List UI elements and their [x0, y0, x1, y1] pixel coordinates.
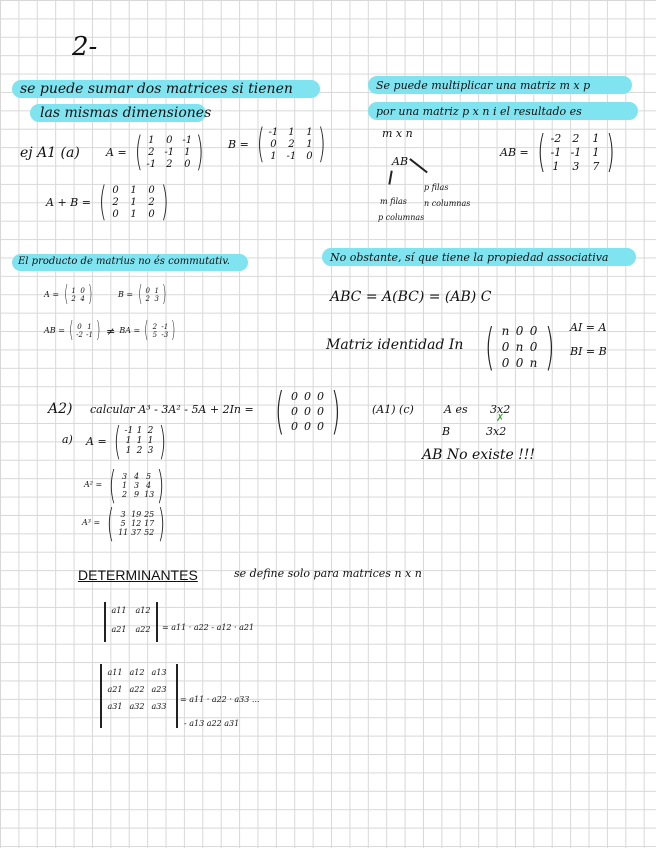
- mult-rule-line1: Se puede multiplicar una matriz m x p: [376, 79, 591, 92]
- det3-cell: a21: [107, 685, 123, 694]
- check-mark-icon: ✗: [496, 413, 505, 424]
- matrix-a3-power-cell: 52: [144, 527, 155, 537]
- matrix-a-cell: -1: [146, 158, 157, 170]
- matrix-sum-cell: 0: [112, 184, 119, 196]
- det3-right-bar: [176, 664, 178, 728]
- matrix-sum: A + B = ( 0 1 0 2 1 2 0 1 0 ): [46, 179, 169, 225]
- ab-diagram: AB: [392, 155, 409, 168]
- matrix-a-cell: 1: [184, 146, 191, 158]
- matrix-b3-cell: 1: [154, 287, 159, 295]
- det3-cell: a11: [107, 668, 123, 677]
- matrix-a3-power-cell: 17: [144, 518, 155, 528]
- matrix-b3-cells: [145, 287, 160, 303]
- det3-cell: a31: [107, 702, 123, 711]
- det2-right-bar: [156, 602, 158, 642]
- a-dimension: 3x2: [490, 403, 511, 416]
- identity-matrix-cell: n: [515, 340, 524, 354]
- matrix-a-cell: 2: [166, 158, 173, 170]
- zero-matrix-cell: 0: [291, 404, 299, 418]
- matrix-ab-cell: 3: [572, 159, 580, 173]
- matrix-a-cell: 2: [148, 146, 155, 158]
- a-es: A es: [444, 403, 468, 416]
- matrix-a2-cell: 4: [134, 471, 140, 481]
- identity-matrix-cell: 0: [529, 324, 538, 338]
- matrix-b3-label: B =: [118, 290, 134, 299]
- matrix-a2-cell: 5: [146, 471, 152, 481]
- ab-no-existe: AB No existe !!!: [422, 447, 536, 463]
- matrix-b-3: B = ( 0 1 2 3 ): [118, 282, 167, 307]
- zero-matrix-cell: 0: [304, 389, 312, 403]
- matrix-a5-cell: 2: [147, 426, 154, 436]
- zero-matrix-cell: 0: [317, 404, 325, 418]
- det3-cell: a13: [151, 668, 167, 677]
- matrix-a3-cell: 4: [80, 295, 85, 303]
- identity-matrix-cell: 0: [501, 340, 510, 354]
- det3-cell: a12: [129, 668, 145, 677]
- matrix-ba3-cell: 5: [152, 331, 158, 339]
- a1c-label: (A1) (c): [372, 403, 414, 416]
- matrix-a3-power-cell: 25: [144, 509, 155, 519]
- matrix-ab3-label: AB =: [44, 326, 65, 335]
- matrix-a2-cell: 3: [122, 471, 128, 481]
- identity-matrix-cell: 0: [501, 356, 510, 370]
- commutative-title: El producto de matrius no és commutativ.: [18, 256, 230, 267]
- matrix-sum-cell: 0: [148, 208, 155, 220]
- matrix-a5-cells: [125, 426, 155, 456]
- matrix-b3-cell: 2: [145, 295, 150, 303]
- matrix-a-cell: -1: [164, 146, 175, 158]
- matrix-b-cell: 0: [306, 150, 313, 162]
- matrix-a-cell: 0: [184, 158, 191, 170]
- zero-matrix-cell: 0: [291, 419, 299, 433]
- zero-matrix-cells: [290, 390, 326, 433]
- not-equal-sign: ≠: [106, 324, 116, 338]
- matrix-sum-cell: 0: [148, 184, 155, 196]
- matrix-sum-cell: 2: [148, 196, 155, 208]
- matrix-a-3: A = ( 1 0 2 4 ): [44, 282, 93, 307]
- matrix-a3-cell: 0: [80, 287, 85, 295]
- matrix-ab-cells: [550, 132, 602, 173]
- det3-cell: a23: [151, 685, 167, 694]
- matrix-a-5: A = ( -1 1 2 1 1 1 1 2 3 ): [86, 419, 166, 463]
- n-columnas: n columnas: [424, 199, 471, 208]
- determinantes-title: DETERMINANTES: [78, 567, 198, 583]
- matrix-a3-power-cell: 5: [120, 518, 126, 528]
- matrix-a2-cells: [120, 472, 153, 499]
- matrix-ab-cell: 2: [572, 131, 580, 145]
- identity-matrix-cell: 0: [515, 324, 524, 338]
- matrix-a2-label: A² =: [84, 480, 103, 489]
- mult-rule-line2: por una matriz p x n i el resultado es: [376, 105, 582, 118]
- matrix-b-cell: 0: [270, 138, 277, 150]
- det3-result-2: - a13 a22 a31: [184, 719, 240, 728]
- matrix-a3-power-cell: 3: [120, 509, 126, 519]
- matrix-b-cell: 1: [270, 150, 277, 162]
- matrix-a-1: A = ( 1 0 -1 2 -1 1 -1 2 0 ): [106, 129, 204, 175]
- matrix-ab3-cells: [76, 323, 94, 339]
- matrix-a5-label: A =: [86, 434, 107, 448]
- matrix-ab3-cell: 0: [77, 323, 82, 331]
- matrix-ba3-cell: -3: [161, 331, 169, 339]
- part-a-label: a): [62, 433, 73, 446]
- matrix-a3-power-cell: 37: [131, 527, 142, 537]
- ai-equals-a: AI = A: [570, 321, 607, 334]
- p-columnas: p columnas: [378, 213, 425, 222]
- matrix-ab-cell: -2: [550, 131, 562, 145]
- matrix-a2: A² = ( 3 4 5 1 3 4 2 9 13 ): [84, 463, 165, 507]
- b-label: B: [442, 425, 451, 438]
- det3-left-bar: [100, 664, 102, 728]
- matrix-sum-cell: 1: [130, 208, 137, 220]
- identity-matrix-cell: 0: [515, 356, 524, 370]
- matrix-b-cell: -1: [268, 126, 279, 138]
- matrix-ba3-cell: -1: [161, 323, 169, 331]
- matrix-ab-cell: -1: [550, 145, 562, 159]
- det3-cell: a33: [151, 702, 167, 711]
- matrix-a5-cell: 1: [125, 446, 132, 456]
- matrix-a2-cell: 13: [144, 489, 155, 499]
- zero-matrix-cell: 0: [304, 419, 312, 433]
- matrix-ab-3: AB = ( 0 1 -2 -1 ) ≠ BA = ( 2 -1 5 -3 ): [44, 318, 176, 343]
- matrix-a5-cell: 1: [125, 436, 132, 446]
- matrix-a-cells: [146, 135, 192, 170]
- det2-cells: [110, 606, 152, 634]
- matrix-sum-cell: 0: [112, 208, 119, 220]
- matrix-b3-cell: 0: [145, 287, 150, 295]
- identity-matrix-cell: n: [501, 324, 510, 338]
- matrix-a3-power-label: A³ =: [82, 518, 101, 527]
- det2-cell: a11: [111, 606, 127, 615]
- matrix-a5-cell: -1: [124, 426, 134, 436]
- matrix-b-1: B = ( -1 1 1 0 2 1 1 -1 0 ): [228, 121, 327, 167]
- det3-cell: a32: [129, 702, 145, 711]
- matrix-a3-cell: 2: [71, 295, 76, 303]
- matrix-sum-label: A + B =: [46, 195, 91, 209]
- zero-matrix-cell: 0: [304, 404, 312, 418]
- sum-rule-line2: las mismas dimensiones: [40, 105, 212, 121]
- matrix-ab-cell: 7: [592, 159, 600, 173]
- matrix-sum-cell: 2: [112, 196, 119, 208]
- matrix-a3-cell: 1: [71, 287, 76, 295]
- zero-matrix: ( 0 0 0 0 0 0 0 0 0 ): [274, 382, 341, 440]
- example-label: ej A1 (a): [20, 145, 80, 161]
- det3-cells: [106, 668, 168, 711]
- matrix-ab-cell: 1: [552, 159, 560, 173]
- zero-matrix-cell: 0: [317, 389, 325, 403]
- matrix-b-cell: -1: [286, 150, 297, 162]
- a2-expression: calcular A³ - 3A² - 5A + 2In =: [90, 403, 254, 416]
- matrix-a3-power-cells: [118, 510, 154, 537]
- matrix-b-label: B =: [228, 137, 249, 151]
- determinantes-subtitle: se define solo para matrices n x n: [234, 567, 422, 580]
- bi-equals-b: BI = B: [570, 345, 607, 358]
- identity-label: Matriz identidad In: [326, 337, 464, 353]
- matrix-a-cell: -1: [182, 134, 193, 146]
- matrix-a5-cell: 1: [136, 436, 143, 446]
- matrix-b-cell: 1: [306, 138, 313, 150]
- matrix-b-cell: 2: [288, 138, 295, 150]
- matrix-ab3-cell: -1: [86, 331, 93, 339]
- matrix-ab3-cell: -2: [76, 331, 83, 339]
- matrix-ba3-label: BA =: [119, 326, 141, 335]
- det2-result: = a11 · a22 - a12 · a21: [162, 623, 255, 632]
- zero-matrix-cell: 0: [317, 419, 325, 433]
- matrix-a3-power-cell: 19: [131, 509, 142, 519]
- identity-matrix-cell: 0: [529, 340, 538, 354]
- a2-label: A2): [48, 401, 73, 417]
- matrix-ab-label: AB =: [500, 145, 529, 159]
- det2-cell: a12: [135, 606, 151, 615]
- matrix-a3: A³ = ( 3 19 25 5 12 17 11 37 52 ): [82, 501, 166, 545]
- associative-formula: ABC = A(BC) = (AB) C: [330, 289, 492, 305]
- matrix-b-cell: 1: [288, 126, 295, 138]
- associative-title: No obstante, sí que tiene la propiedad associativa: [330, 251, 609, 264]
- identity-matrix-cell: n: [529, 356, 538, 370]
- page-number: 2-: [72, 32, 98, 62]
- matrix-a5-cell: 1: [136, 426, 143, 436]
- det2-cell: a22: [135, 625, 151, 634]
- matrix-a3-label: A =: [44, 290, 60, 299]
- arrow-right: [410, 158, 428, 173]
- matrix-b3-cell: 3: [154, 295, 159, 303]
- matrix-sum-cell: 1: [130, 196, 137, 208]
- matrix-a2-cell: 4: [146, 480, 152, 490]
- matrix-ba3-cell: 2: [152, 323, 158, 331]
- matrix-ab-cell: 1: [592, 131, 600, 145]
- matrix-a-cell: 0: [166, 134, 173, 146]
- det2-left-bar: [104, 602, 106, 642]
- matrix-a2-cell: 1: [122, 480, 128, 490]
- matrix-sum-cell: 1: [130, 184, 137, 196]
- matrix-ab-cell: -1: [570, 145, 582, 159]
- identity-matrix-cells: [500, 324, 540, 370]
- matrix-ba3-cells: [151, 323, 169, 339]
- sum-rule-line1: se puede sumar dos matrices si tienen: [20, 81, 293, 97]
- p-filas: p filas: [424, 183, 449, 192]
- identity-matrix: ( n 0 0 0 n 0 0 0 n ): [484, 318, 555, 376]
- matrix-sum-cells: [111, 185, 157, 220]
- matrix-ab-cell: 1: [592, 145, 600, 159]
- matrix-a-label: A =: [106, 145, 127, 159]
- arrow-left: [389, 171, 393, 185]
- matrix-a-cell: 1: [148, 134, 155, 146]
- matrix-a5-cell: 1: [147, 436, 154, 446]
- matrix-a3-power-cell: 11: [118, 527, 129, 537]
- zero-matrix-cell: 0: [291, 389, 299, 403]
- matrix-a2-cell: 3: [134, 480, 140, 490]
- matrix-a5-cell: 3: [147, 446, 154, 456]
- matrix-b-cells: [268, 127, 314, 162]
- mult-rule-line3: m x n: [382, 127, 413, 140]
- det3-cell: a22: [129, 685, 145, 694]
- matrix-a2-cell: 9: [134, 489, 140, 499]
- matrix-a3-cells: [71, 287, 86, 303]
- matrix-b-cell: 1: [306, 126, 313, 138]
- b-dimension: 3x2: [486, 425, 507, 438]
- matrix-ab3-cell: 1: [87, 323, 92, 331]
- matrix-ab-1: AB = ( -2 2 1 -1 -1 1 1 3 7 ): [500, 126, 615, 177]
- det3-result-1: = a11 · a22 · a33 ...: [180, 695, 260, 704]
- matrix-a3-power-cell: 12: [131, 518, 142, 528]
- m-filas: m filas: [380, 197, 407, 206]
- det2-cell: a21: [111, 625, 127, 634]
- matrix-a5-cell: 2: [136, 446, 143, 456]
- matrix-a2-cell: 2: [122, 489, 128, 499]
